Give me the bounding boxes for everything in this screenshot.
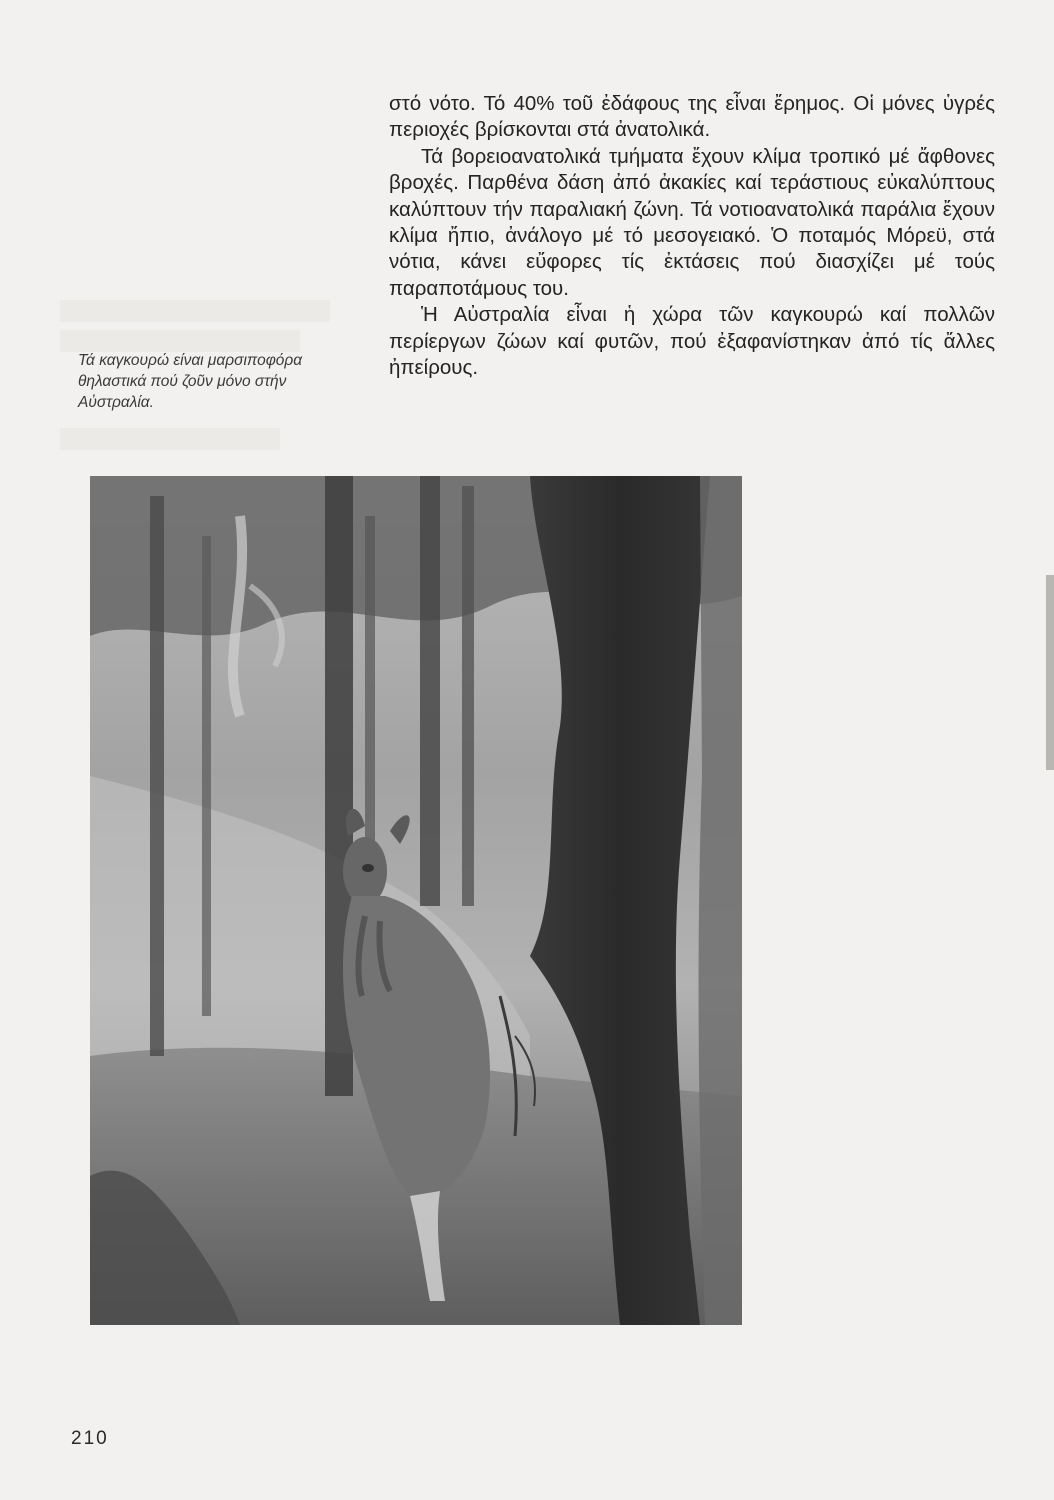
kangaroo-photo bbox=[90, 476, 742, 1325]
show-through-line bbox=[60, 428, 280, 450]
paragraph: Ἡ Αὐστραλία εἶναι ἡ χώρα τῶν καγκουρώ καί πολλῶν περίεργων ζώων καί φυτῶν, πού ἐξαφανίστηκαν ἀπό τίς ἄλλες ἠπείρους. bbox=[389, 303, 995, 380]
show-through-title bbox=[38, 88, 55, 142]
page-number: 210 bbox=[71, 1428, 109, 1449]
paragraph: στό νότο. Τό 40% τοῦ ἐδάφους της εἶναι ἔρημος. Οἱ μόνες ὑγρές περιοχές βρίσκονται στά ἀνατολικά. bbox=[389, 92, 995, 142]
paragraph: Τά βορειοανατολικά τμήματα ἔχουν κλίμα τροπικό μέ ἄφθονες βροχές. Παρθένα δάση ἀπό ἀκακίες καί τεράστιους εὐκαλύπτους καλύπτουν τήν παραλιακή ζώνη. Τά νοτιοανατολικά παράλια ἔχουν κλίμα ἤπιο, ἀνάλογο μέ τό μεσογειακό. Ὁ ποταμός Μόρεϋ, στά νότια, κάνει εὔφορες τίς ἐκτάσεις πού διασχίζει μέ τούς παραποτάμους του. bbox=[389, 144, 995, 300]
show-through-line bbox=[60, 330, 300, 352]
show-through-line bbox=[60, 300, 330, 322]
photo-illustration bbox=[90, 476, 742, 1325]
photo-caption: Τά καγκουρώ είναι μαρσιποφόρα θηλαστικά πού ζοῦν μόνο στήν Αὐστραλία. bbox=[78, 352, 303, 411]
body-text bbox=[389, 91, 995, 381]
page-edge-shadow bbox=[1046, 575, 1054, 770]
